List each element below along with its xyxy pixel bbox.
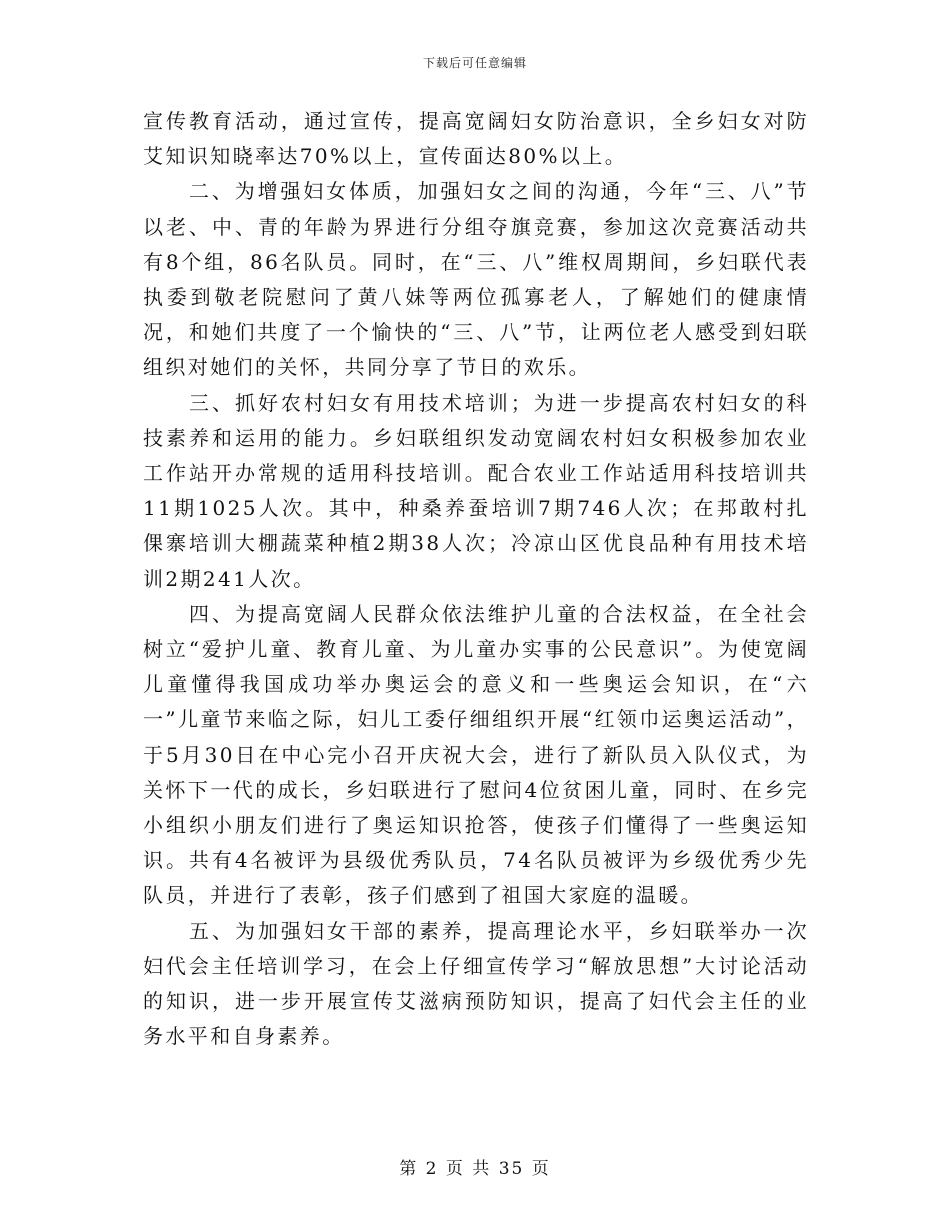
footer-prefix: 第 bbox=[399, 1159, 419, 1179]
document-body bbox=[143, 104, 809, 1054]
page-header: 下载后可任意编辑 bbox=[422, 56, 527, 70]
page-footer bbox=[0, 1154, 950, 1179]
footer-suffix: 页 bbox=[531, 1159, 551, 1179]
paragraph-section-two: 二、为增强妇女体质，加强妇女之间的沟通，今年“三、八”节以老、中、青的年龄为界进行分组夺旗竞赛，参加这次竞赛活动共有8个组，86名队员。同时，在“三、八”维权周期间，乡妇联代表执委到敬老院慰问了黄八妹等两位孤寡老人，了解她们的健康情况，和她们共度了一个愉快的“三、八”节，让两位老人感受到妇联组织对她们的关怀，共同分享了节日的欢乐。 bbox=[143, 179, 809, 380]
footer-page-number: 2 bbox=[425, 1159, 439, 1179]
paragraph-section-three: 三、抓好农村妇女有用技术培训；为进一步提高农村妇女的科技素养和运用的能力。乡妇联组织发动宽阔农村妇女积极参加农业工作站开办常规的适用科技培训。配合农业工作站适用科技培训共11期1025人次。其中，种桑养蚕培训7期746人次；在邦敢村扎倮寨培训大棚蔬菜种植2期38人次；冷凉山区优良品种有用技术培训2期241人次。 bbox=[143, 390, 809, 591]
paragraph-section-five: 五、为加强妇女干部的素养，提高理论水平，乡妇联举办一次妇代会主任培训学习，在会上仔细宣传学习“解放思想”大讨论活动的知识，进一步开展宣传艾滋病预防知识，提高了妇代会主任的业务水平和自身素养。 bbox=[143, 918, 809, 1049]
footer-middle: 页 共 bbox=[445, 1159, 492, 1179]
paragraph-section-four: 四、为提高宽阔人民群众依法维护儿童的合法权益，在全社会树立“爱护儿童、教育儿童、为儿童办实事的公民意识”。为使宽阔儿童懂得我国成功举办奥运会的意义和一些奥运会知识，在“六一”儿童节来临之际，妇儿工委仔细组织开展“红领巾运奥运活动”，于5月30日在中心完小召开庆祝大会，进行了新队员入队仪式，为关怀下一代的成长，乡妇联进行了慰问4位贫困儿童，同时、在乡完小组织小朋友们进行了奥运知识抢答，使孩子们懂得了一些奥运知识。共有4名被评为县级优秀队员，74名队员被评为乡级优秀少先队员，并进行了表彰，孩子们感到了祖国大家庭的温暖。 bbox=[143, 601, 809, 908]
footer-total-pages: 35 bbox=[498, 1159, 525, 1179]
paragraph-continuation: 宣传教育活动，通过宣传，提高宽阔妇女防治意识，全乡妇女对防艾知识知晓率达70%以上，宣传面达80%以上。 bbox=[143, 109, 809, 169]
